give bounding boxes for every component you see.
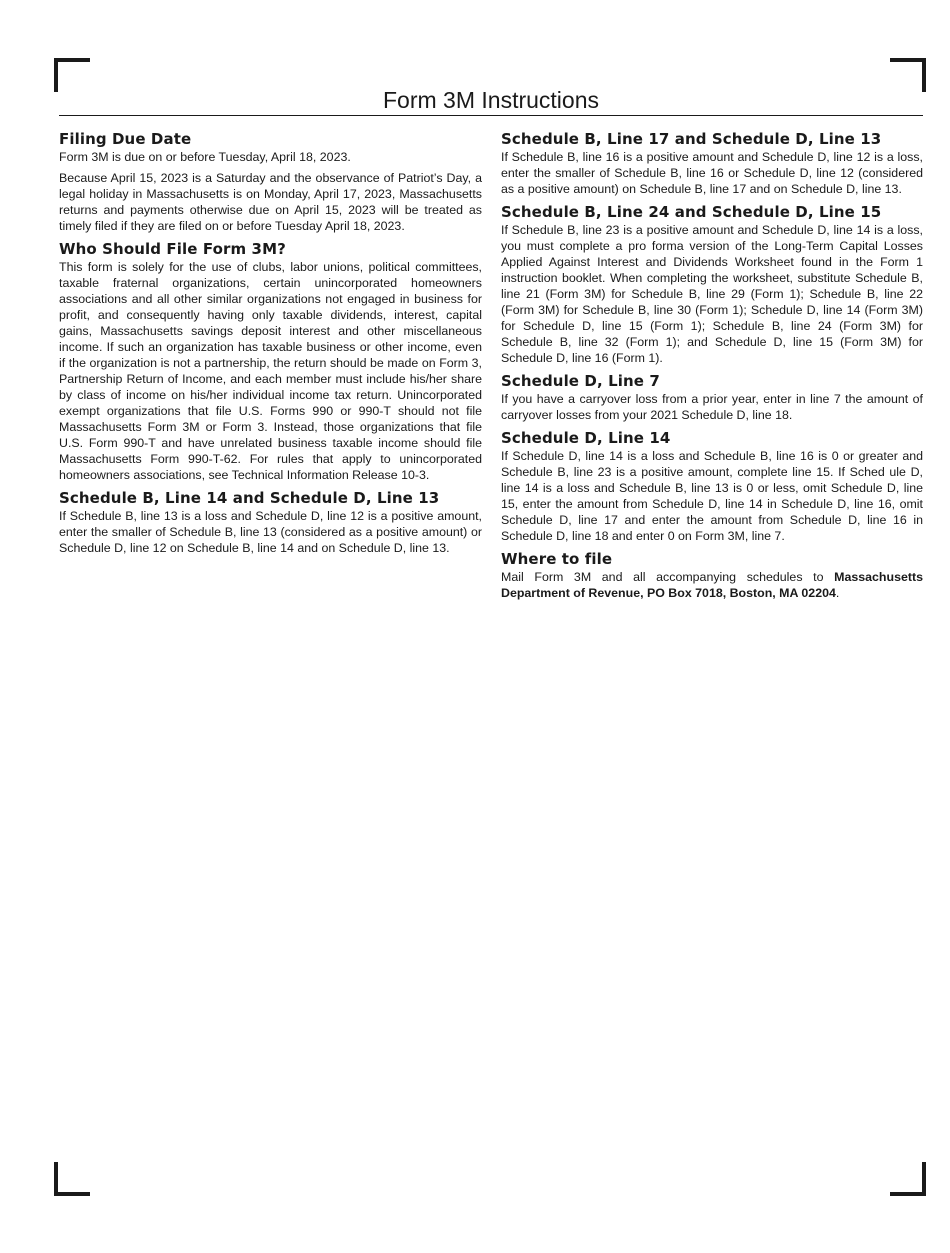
- crop-mark-bottom-left: [54, 1162, 90, 1196]
- section-paragraph: Because April 15, 2023 is a Saturday and the observance of Patriot’s Day, a legal holiday in Massachusetts is on Monday, April 17, 2023, Massachusetts returns and payments otherwise due on April 15, 2023 will be treated as timely filed if they are filed on or before Tuesday April 18, 2023.: [59, 171, 482, 233]
- section-heading: Schedule D, Line 7: [501, 372, 660, 390]
- section-paragraph: [501, 569, 923, 601]
- mailing-address: Massachusetts Department of Revenue, PO Box 7018, Boston, MA 02204: [501, 570, 923, 600]
- section-heading: Filing Due Date: [59, 130, 192, 148]
- page-title: Form 3M Instructions: [383, 87, 599, 113]
- section-filing-due-date: [59, 130, 482, 234]
- section-paragraph: Form 3M is due on or before Tuesday, April 18, 2023.: [59, 150, 351, 164]
- section-who-should-file: [59, 240, 482, 483]
- section-heading: Schedule B, Line 14 and Schedule D, Line 13: [59, 489, 440, 507]
- section-heading: Schedule D, Line 14: [501, 429, 671, 447]
- where-to-file-period: .: [835, 586, 840, 600]
- section-where-to-file: [501, 550, 923, 601]
- section-heading: Where to file: [501, 550, 613, 568]
- section-heading: Who Should File Form 3M?: [59, 240, 286, 258]
- section-schedule-d-line-14: [501, 429, 923, 544]
- section-paragraph: If Schedule B, line 13 is a loss and Schedule D, line 12 is a positive amount, enter the smaller of Schedule B, line 13 (considered as a positive amount) or Schedule D, line 12 on Schedule B, line 14 and on Schedule D, line 13.: [59, 509, 482, 555]
- section-schedule-b-line-24: [501, 203, 923, 366]
- right-column: [501, 130, 923, 607]
- title-divider: [59, 115, 923, 116]
- section-schedule-d-line-7: [501, 372, 923, 423]
- section-paragraph: This form is solely for the use of clubs, labor unions, political committees, taxable fraternal organizations, certain unincorporated homeowners associations and all other similar organizations not engaged in business for profit, and consequently having only taxable dividends, interest, capital gains, Massachusetts savings deposit interest and other miscellaneous income. If such an organization has taxable business or other income, even if the organization is not a partnership, the return should be made on Form 3, Partnership Return of Income, and each member must include his/her share by class of income on his/her individual income tax return. Unincorporated exempt organizations that file U.S. Forms 990 or 990-T should not file Massachusetts Form 3M or Form 3. Instead, those organizations that file U.S. Form 990-T and have unrelated business taxable income should file Massachusetts Form 990-T-62. For rules that apply to unincorporated homeowners associations, see Technical Information Release 10-3.: [59, 260, 482, 482]
- section-paragraph: If you have a carryover loss from a prior year, enter in line 7 the amount of carryover losses from your 2021 Schedule D, line 18.: [501, 392, 923, 422]
- section-paragraph: If Schedule B, line 23 is a positive amount and Schedule D, line 14 is a loss, you must complete a pro forma version of the Long-Term Capital Losses Applied Against Interest and Dividends Worksheet found in the Form 1 instruction booklet. When completing the worksheet, substitute Schedule B, line 21 (Form 3M) for Schedule B, line 29 (Form 1); Schedule B, line 22 (Form 3M) for Schedule B, line 30 (Form 1); Schedule D, line 14 (Form 3M) for Schedule D, line 15 (Form 1); Schedule B, line 24 (Form 3M) for Schedule B, line 32 (Form 1); and Schedule D, line 15 (Form 3M) for Schedule D, line 16 (Form 1).: [501, 223, 923, 365]
- section-heading: Schedule B, Line 24 and Schedule D, Line 15: [501, 203, 882, 221]
- section-paragraph: If Schedule D, line 14 is a loss and Schedule B, line 16 is 0 or greater and Schedule B, line 23 is a positive amount, complete line 15. If Sched ule D, line 14 is a loss and Schedule B, line 13 is 0 or less, omit Schedule D, line 15, enter the amount from Schedule D, line 14 in Schedule D, line 16, omit Schedule D, line 17 and enter the amount from Schedule D, line 16 in Schedule D, line 18 and enter 0 on Form 3M, line 7.: [501, 449, 923, 543]
- where-to-file-text: Mail Form 3M and all accompanying schedules to: [501, 570, 835, 584]
- left-column: [59, 130, 482, 562]
- section-heading: Schedule B, Line 17 and Schedule D, Line 13: [501, 130, 882, 148]
- section-schedule-b-line-17: [501, 130, 923, 197]
- section-schedule-b-line-14: [59, 489, 482, 556]
- section-paragraph: If Schedule B, line 16 is a positive amount and Schedule D, line 12 is a loss, enter the smaller of Schedule B, line 16 or Schedule D, line 12 (considered as a positive amount) on Schedule B, line 17 and on Schedule D, line 13.: [501, 150, 923, 196]
- crop-mark-bottom-right: [890, 1162, 926, 1196]
